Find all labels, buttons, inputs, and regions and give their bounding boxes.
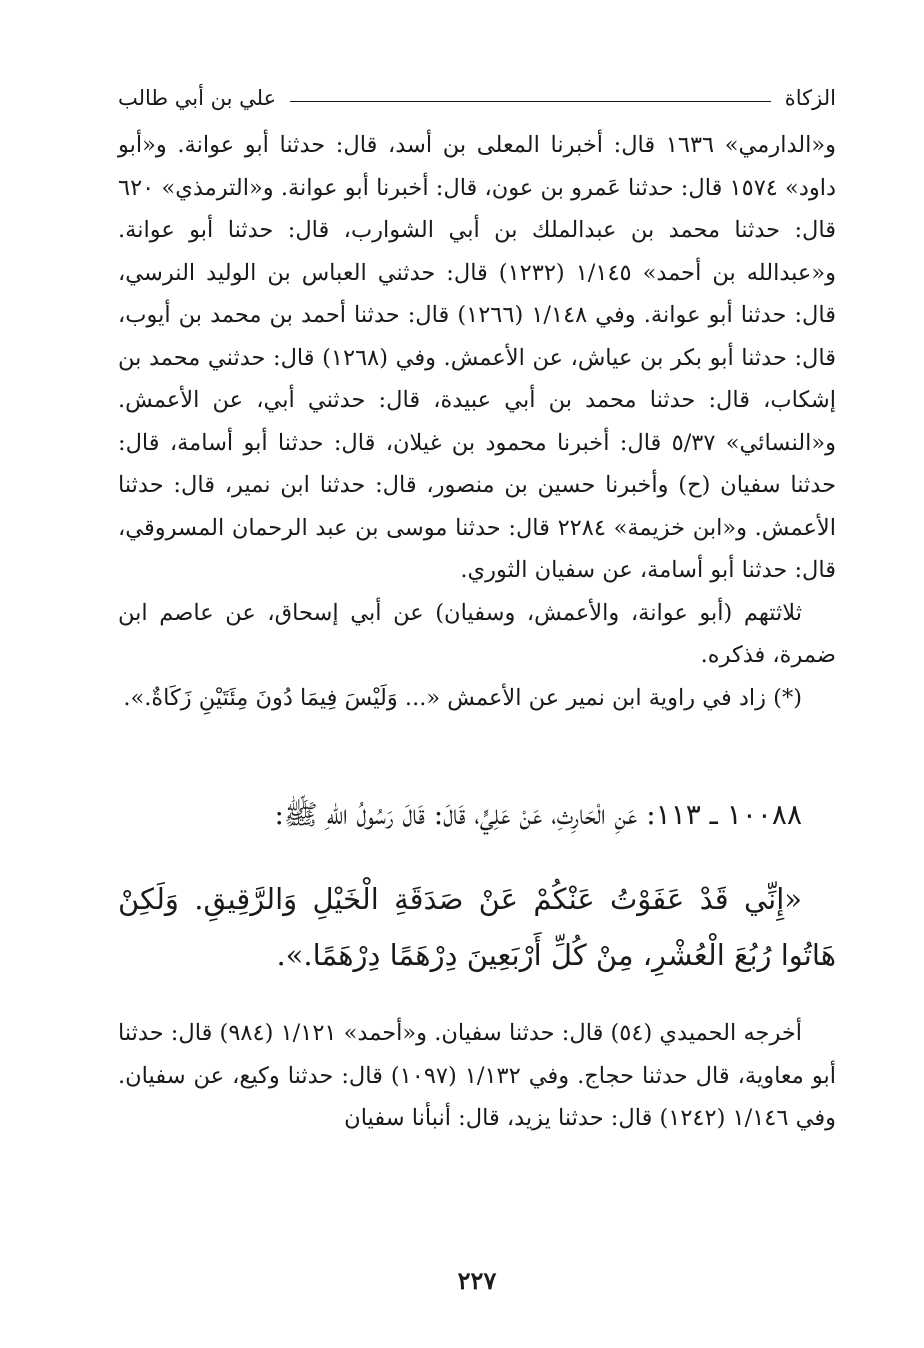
hadith-heading: ١٠٠٨٨ ـ ١١٣: عَنِ الْحَارِثِ، عَنْ عَلِيٍّ، قَالَ: قَالَ رَسُولُ اللهِ ﷺ:	[274, 798, 802, 831]
footnote-paragraph: (*) زاد في راوية ابن نمير عن الأعمش «... وَلَيْسَ فِيمَا دُونَ مِئَتَيْنِ زَكَاةٌ.».	[123, 684, 802, 711]
hadith-text: «إِنِّي قَدْ عَفَوْتُ عَنْكُمْ عَنْ صَدَقَةِ الْخَيْلِ وَالرَّقِيقِ. وَلَكِنْ هَاتُوا رُبُعَ الْعُشْرِ، مِنْ كُلِّ أَرْبَعِينَ دِرْهَمًا دِرْهَمًا.».	[118, 882, 836, 972]
takhrij-paragraph-3: أخرجه الحميدي (٥٤) قال: حدثنا سفيان. و«أحمد» ١/١٢١ (٩٨٤) قال: حدثنا أبو معاوية، قال حدثنا حجاج. وفي ١/١٣٢ (١٠٩٧) قال: حدثنا وكيع، عن سفيان. وفي ١/١٤٦ (١٢٤٢) قال: حدثنا يزيد، قال: أنبأنا سفيان	[118, 1020, 836, 1131]
running-header	[118, 78, 836, 118]
book-page	[118, 78, 836, 1318]
takhrij-paragraph-1: و«الدارمي» ١٦٣٦ قال: أخبرنا المعلى بن أسد، قال: حدثنا أبو عوانة. و«أبو داود» ١٥٧٤ قال: حدثنا عَمرو بن عون، قال: أخبرنا أبو عوانة. و«الترمذي» ٦٢٠ قال: حدثنا محمد بن عبدالملك بن أبي الشوارب، قال: حدثنا أبو عوانة. و«عبدالله بن أحمد» ١/١٤٥ (١٢٣٢) قال: حدثني العباس بن الوليد النرسي، قال: حدثنا أبو عوانة. وفي ١/١٤٨ (١٢٦٦) قال: حدثنا أحمد بن محمد بن أيوب، قال: حدثنا أبو بكر بن عياش، عن الأعمش. وفي (١٢٦٨) قال: حدثني محمد بن إشكاب، قال: حدثنا محمد بن أبي عبيدة، قال: حدثني أبي، عن الأعمش. و«النسائي» ٥/٣٧ قال: أخبرنا محمود بن غيلان، قال: حدثنا أبو أسامة، قال: حدثنا سفيان (ح) وأخبرنا حسين بن منصور، قال: حدثنا ابن نمير، قال: حدثنا الأعمش. و«ابن خزيمة» ٢٢٨٤ قال: حدثنا موسى بن عبد الرحمان المسروقي، قال: حدثنا أبو أسامة، عن سفيان الثوري.	[118, 132, 837, 583]
takhrij-paragraph-2: ثلاثتهم (أبو عوانة، والأعمش، وسفيان) عن أبي إسحاق، عن عاصم ابن ضمرة، فذكره.	[118, 599, 836, 668]
header-rule	[290, 101, 771, 102]
book-section-title: علي بن أبي طالب	[118, 86, 277, 110]
page-number: ٢٢٧	[457, 1266, 497, 1295]
chapter-title: الزكاة	[784, 86, 836, 110]
